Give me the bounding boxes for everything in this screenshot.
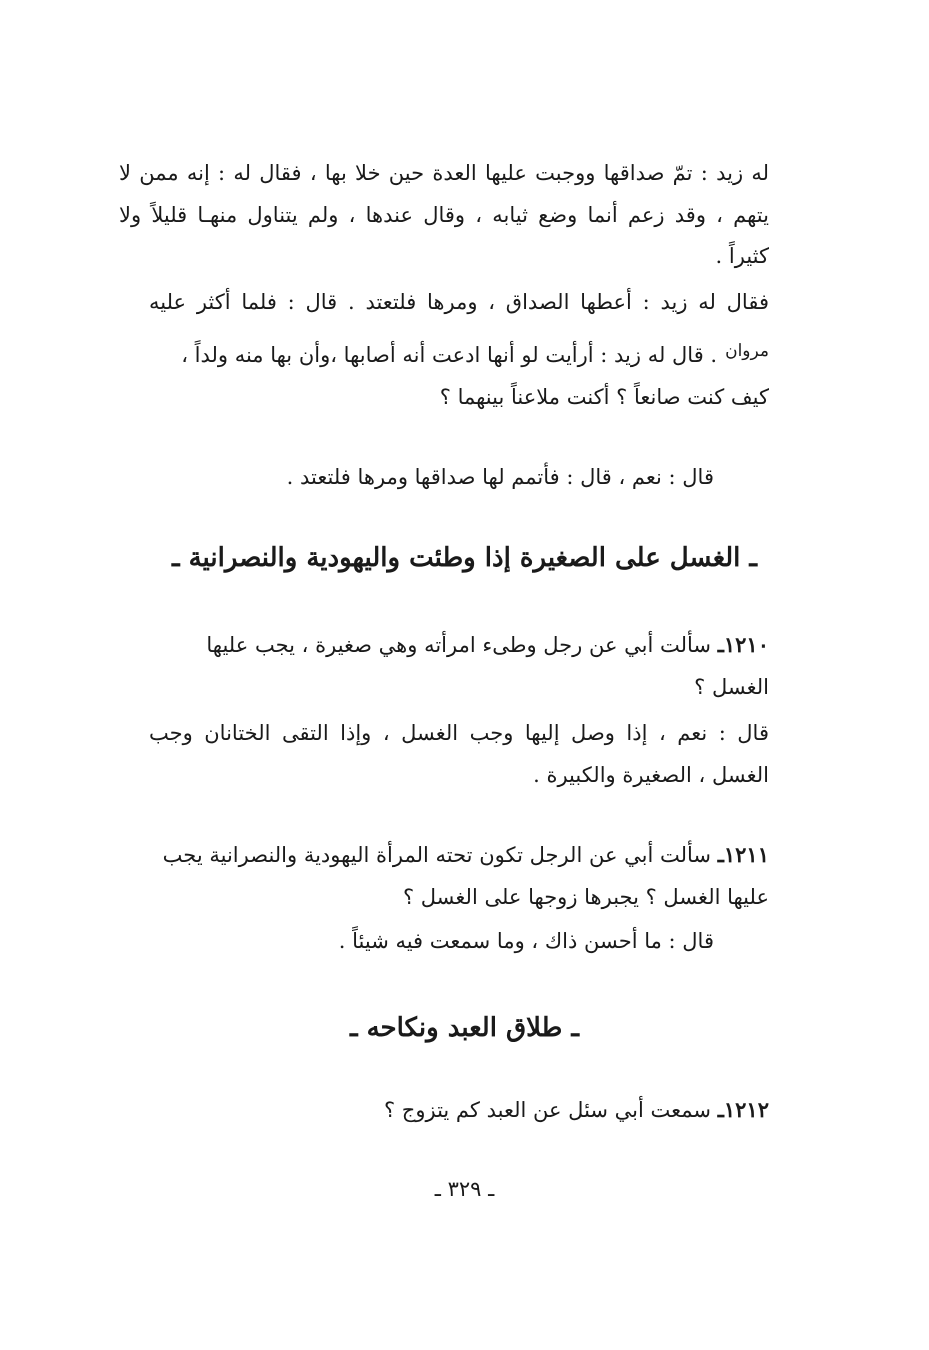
- entry-number: ١٢١٢ـ: [717, 1097, 769, 1122]
- text-span: سمعت أبي سئل عن العبد كم يتزوج ؟: [383, 1098, 712, 1122]
- text-span: سألت أبي عن رجل وطىء امرأته وهي صغيرة ، يجب عليها: [206, 633, 712, 657]
- text-line: عليها الغسل ؟ يجبرها زوجها على الغسل ؟: [402, 885, 769, 909]
- text-line: الغسل ، الصغيرة والكبيرة .: [533, 763, 769, 787]
- text-line: كثيراً .: [715, 244, 769, 268]
- text-span: سألت أبي عن الرجل تكون تحته المرأة اليهودية والنصرانية يجب: [162, 843, 712, 867]
- text-line: [119, 840, 769, 870]
- text-line: [119, 1095, 769, 1125]
- section-heading: ـ الغسل على الصغيرة إذا وطئت واليهودية والنصرانية ـ: [171, 543, 758, 573]
- text-line: له زيد : تمّ صداقها ووجبت عليها العدة حين خلا بها ، فقال له : إنه ممن لا: [119, 161, 769, 185]
- margin-word: مروان: [725, 341, 769, 361]
- entry-number: ١٢١٠ـ: [717, 632, 769, 657]
- text-line: يتهم ، وقد زعم أنما وضع ثيابه ، وقال عندها ، ولم يتناول منهـا قليلاً ولا: [119, 203, 769, 227]
- section-heading: ـ طلاق العبد ونكاحه ـ: [349, 1013, 580, 1043]
- page-number: ـ ٣٢٩ ـ: [434, 1177, 495, 1201]
- text-span: . قال له زيد : أرأيت لو أنها ادعت أنه أصابها ،وأن بها منه ولداً ،: [181, 343, 718, 367]
- entry-number: ١٢١١ـ: [717, 842, 769, 867]
- text-line: قال : ما أحسن ذاك ، وما سمعت فيه شيئاً .: [338, 929, 714, 953]
- text-line: [119, 630, 769, 660]
- text-line: [119, 340, 769, 372]
- text-line: فقال له زيد : أعطها الصداق ، ومرها فلتعتد . قال : فلما أكثر عليه: [149, 290, 769, 314]
- text-line: كيف كنت صانعاً ؟ أكنت ملاعناً بينهما ؟: [439, 385, 769, 409]
- text-line: قال : نعم ، إذا وصل إليها وجب الغسل ، وإذا التقى الختانان وجب: [149, 721, 769, 745]
- text-line: الغسل ؟: [694, 675, 769, 699]
- text-line: قال : نعم ، قال : فأتمم لها صداقها ومرها فلتعتد .: [286, 465, 714, 489]
